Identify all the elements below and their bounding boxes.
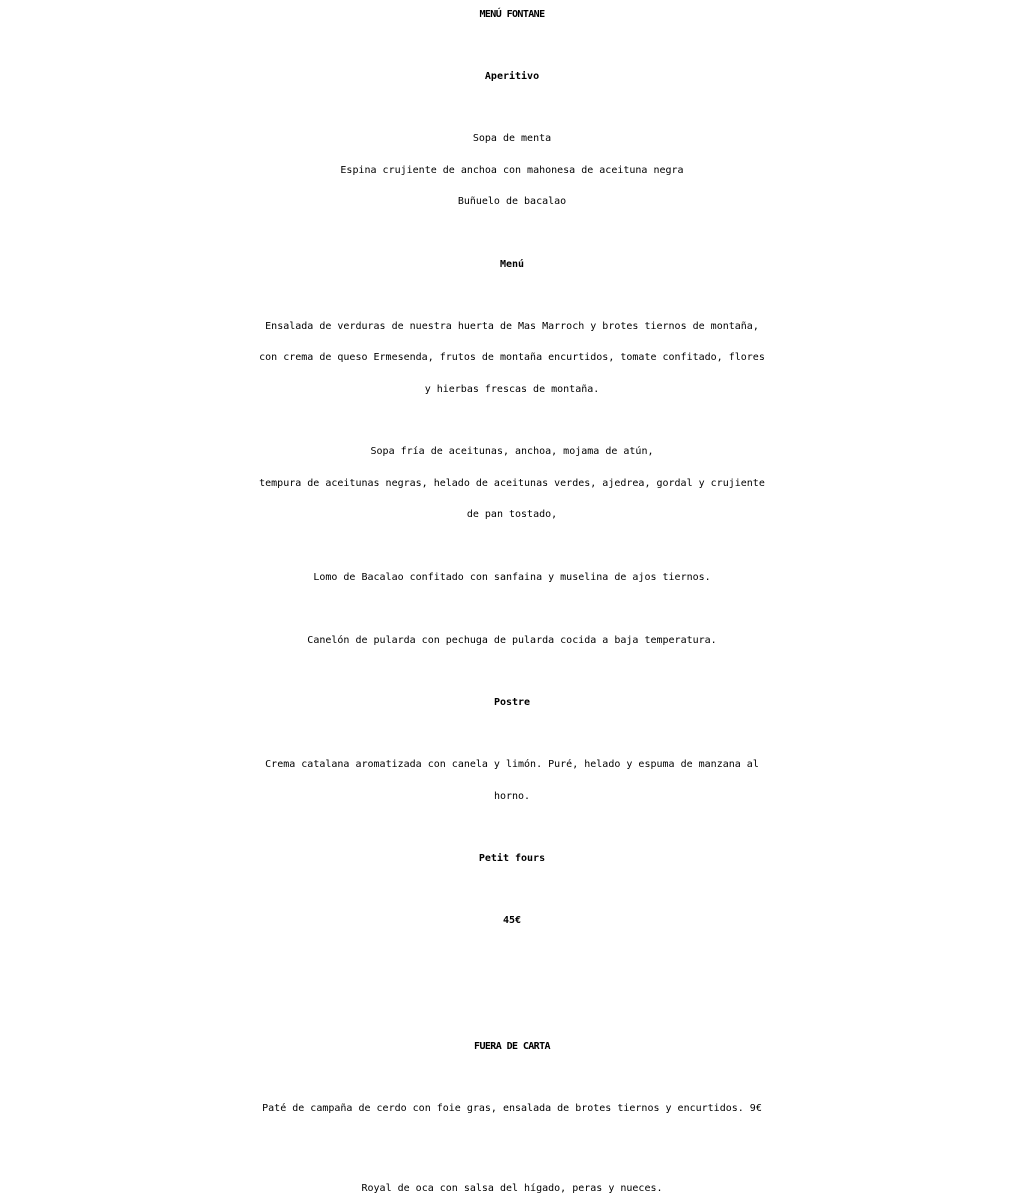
dish-line: Ensalada de verduras de nuestra huerta de Mas Marroch y brotes tiernos de montaña,: [265, 321, 759, 332]
postre-line: Crema catalana aromatizada con canela y limón. Puré, helado y espuma de manzana al: [265, 759, 759, 770]
dish-line: Lomo de Bacalao confitado con sanfaina y muselina de ajos tiernos.: [313, 572, 711, 583]
postre-heading: Postre: [493, 697, 531, 708]
aperitivo-item: Espina crujiente de anchoa con mahonesa de aceituna negra: [340, 165, 684, 176]
fuera-de-carta-item: Royal de oca con salsa del hígado, peras y nueces.: [361, 1183, 663, 1194]
petit-fours-heading: Petit fours: [478, 853, 546, 864]
menu-price: 45€: [502, 915, 522, 926]
menu-heading: Menú: [499, 259, 525, 270]
dish-line: con crema de queso Ermesenda, frutos de montaña encurtidos, tomate confitado, flores: [259, 352, 765, 363]
aperitivo-item: Buñuelo de bacalao: [457, 196, 567, 207]
dish-line: de pan tostado,: [466, 509, 558, 520]
fuera-de-carta-item: Paté de campaña de cerdo con foie gras, ensalada de brotes tiernos y encurtidos. 9€: [262, 1103, 762, 1114]
menu-title: MENÚ FONTANE: [479, 9, 545, 20]
aperitivo-heading: Aperitivo: [484, 71, 540, 82]
dish-line: Sopa fría de aceitunas, anchoa, mojama de atún,: [370, 446, 654, 457]
dish-line: tempura de aceitunas negras, helado de aceitunas verdes, ajedrea, gordal y crujiente: [259, 478, 765, 489]
aperitivo-item: Sopa de menta: [472, 133, 552, 144]
dish-line: Canelón de pularda con pechuga de pularda cocida a baja temperatura.: [307, 635, 717, 646]
fuera-de-carta-heading: FUERA DE CARTA: [474, 1041, 550, 1052]
dish-line: y hierbas frescas de montaña.: [424, 384, 600, 395]
postre-line: horno.: [493, 791, 531, 802]
